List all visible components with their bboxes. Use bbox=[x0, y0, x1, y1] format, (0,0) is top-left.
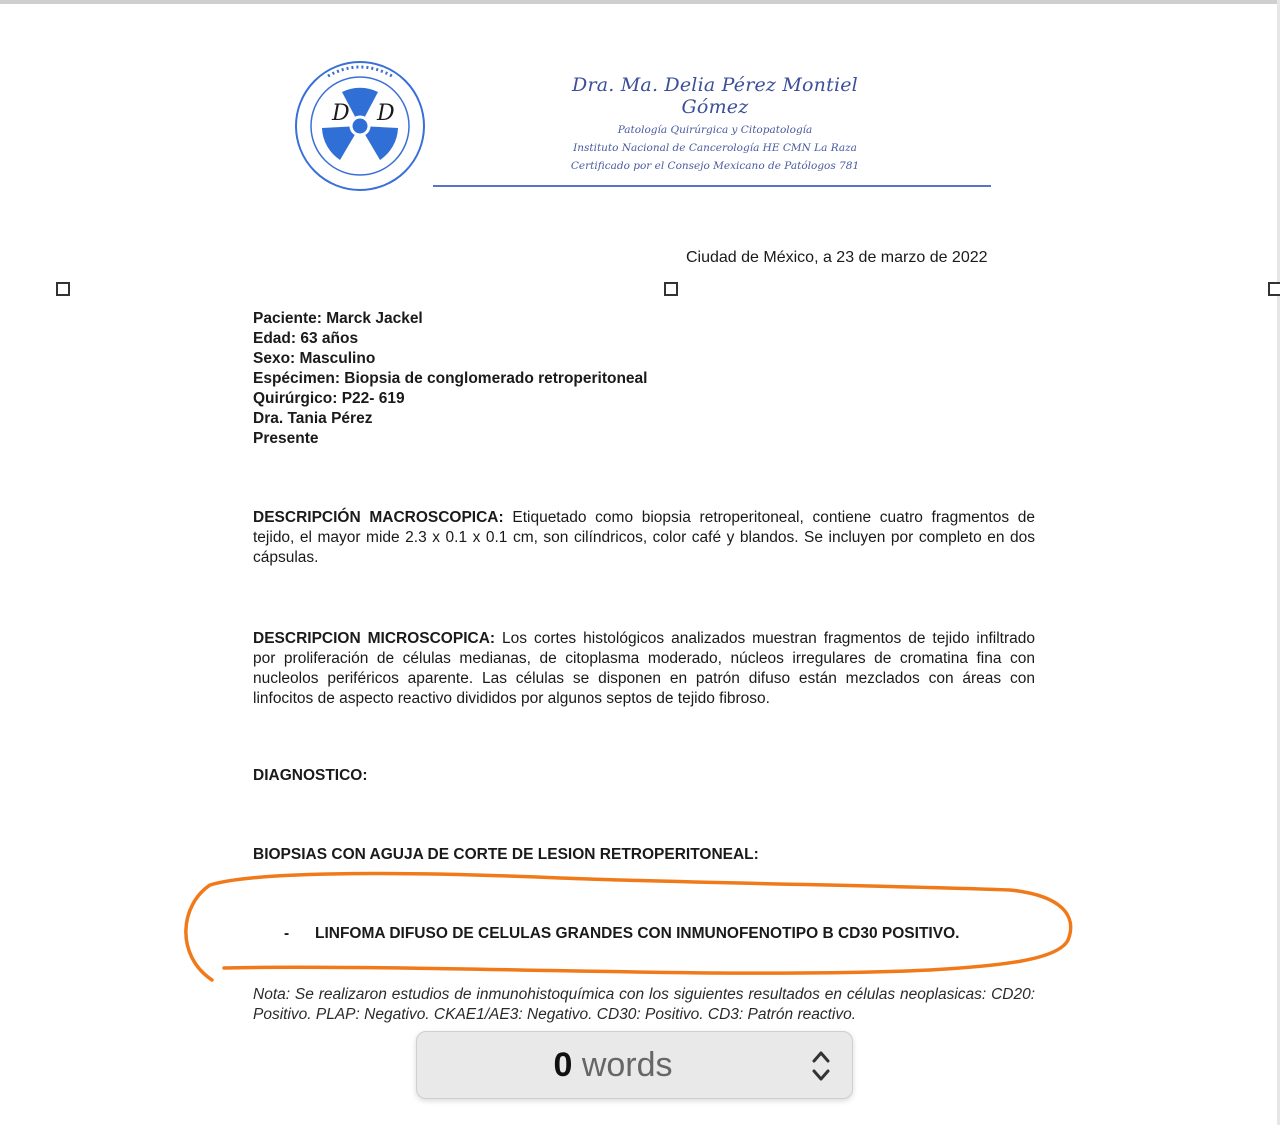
doctor-name: Dra. Ma. Delia Pérez Montiel Gómez bbox=[572, 74, 858, 118]
word-count-label bbox=[417, 1046, 809, 1085]
patient-age: Edad: 63 años bbox=[253, 330, 359, 347]
referring-doctor: Dra. Tania Pérez bbox=[253, 410, 373, 427]
diagnosis-subheading: BIOPSIAS CON AGUJA DE CORTE DE LESION RETROPERITONEAL: bbox=[253, 846, 759, 863]
ihc-note: Nota: Se realizaron estudios de inmunohistoquímica con los siguientes resultados en células neoplasicas: CD20: Positivo. PLAP: Negativo. CKAE1/AE3: Negativo. CD30: Positivo. CD3: Patrón reactivo. bbox=[253, 986, 1035, 1023]
logo-initial-right: D bbox=[377, 101, 395, 126]
patient-sex: Sexo: Masculino bbox=[253, 350, 376, 367]
micro-label: DESCRIPCION MICROSCOPICA: bbox=[253, 630, 496, 647]
diagnosis-finding-row bbox=[284, 925, 959, 943]
patient-name: Paciente: Marck Jackel bbox=[253, 310, 423, 327]
patient-surgical-id: Quirúrgico: P22- 619 bbox=[253, 390, 405, 407]
patient-specimen: Espécimen: Biopsia de conglomerado retroperitoneal bbox=[253, 370, 648, 387]
diagnosis-heading: DIAGNOSTICO: bbox=[253, 767, 368, 784]
doctor-certification: Certificado por el Consejo Mexicano de Patólogos 781 bbox=[570, 160, 860, 172]
micro-text: Los cortes histológicos analizados muestran fragmentos de tejido infiltrado por proliferación de células medianas, de citoplasma moderado, núcleos irregulares de cromatina fina con nucleolos periféricos aparente. Las células se disponen en patrón difuso están mezclados con áreas con linfocitos de aspecto reactivo divididos por algunos septos de tejido fibroso. bbox=[253, 630, 1036, 707]
report-date: Ciudad de México, a 23 de marzo de 2022 bbox=[686, 249, 988, 266]
up-down-chevron-icon[interactable] bbox=[809, 1048, 833, 1084]
present-line: Presente bbox=[253, 430, 319, 447]
macro-label: DESCRIPCIÓN MACROSCOPICA: bbox=[253, 509, 504, 526]
word-count-unit: words bbox=[581, 1046, 673, 1084]
logo-initial-left: D bbox=[332, 101, 350, 126]
macro-text: Etiquetado como biopsia retroperitoneal, contiene cuatro fragmentos de tejido, el mayor mide 2.3 x 0.1 x 0.1 cm, son cilíndricos, color café y blandos. Se incluyen por completo en dos cápsulas. bbox=[253, 509, 1035, 566]
word-count-number: 0 bbox=[553, 1046, 573, 1084]
diagnosis-finding: LINFOMA DIFUSO DE CELULAS GRANDES CON INMUNOFENOTIPO B CD30 POSITIVO. bbox=[315, 925, 960, 942]
doctor-institution: Instituto Nacional de Cancerología HE CMN La Raza bbox=[573, 142, 857, 154]
doctor-specialty: Patología Quirúrgica y Citopatología bbox=[617, 124, 813, 136]
word-count-popup[interactable] bbox=[416, 1031, 853, 1099]
diagnosis-bullet: - bbox=[284, 925, 290, 942]
